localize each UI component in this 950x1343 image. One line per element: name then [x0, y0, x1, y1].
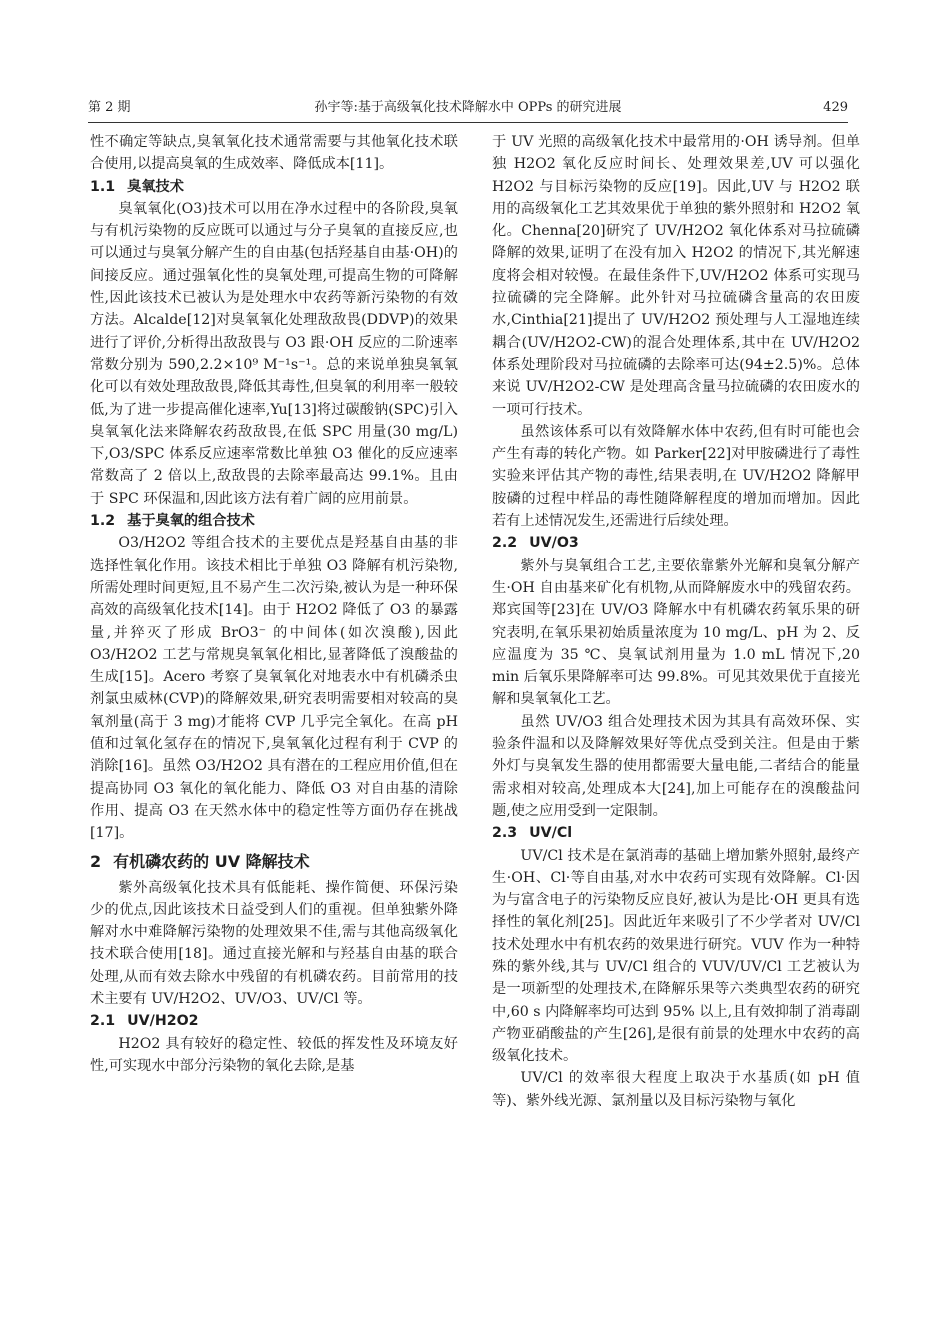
left-column — [90, 131, 458, 1077]
header-rule — [88, 122, 848, 123]
section-title: 臭氧技术 — [127, 178, 184, 195]
paragraph: 臭氧氧化(O3)技术可以用在净水过程中的各阶段,臭氧与有机污染物的反应既可以通过与分子臭氧的直接反应,也可以通过与臭氧分解产生的自由基(包括羟基自由基·OH)的间接反应。通过强氧化性的臭氧处理,可提高生物的可降解性,因此该技术已被认为是处理水中农药等新污染物的有效方法。Alcalde[12]对臭氧氧化处理敌敌畏(DDVP)的效果进行了评价,分析得出敌敌畏与 O3 跟·OH 反应的二阶速率常数分别为 590,2.2×10⁹ M⁻¹s⁻¹。总的来说单独臭氧氧化可以有效处理敌敌畏,降低其毒性,但臭氧的利用率一般较低,为了进一步提高催化速率,Yu[13]将过碳酸钠(SPC)引入臭氧氧化法来降解农药敌敌畏,在低 SPC 用量(30 mg/L)下,O3/SPC 体系反应速率常数比单独 O3 催化的反应速率常数高了 2 倍以上,敌敌畏的去除率最高达 99.1%。且由于 SPC 环保温和,因此该方法有着广阔的应用前景。 — [90, 200, 458, 507]
paragraph: 紫外与臭氧组合工艺,主要依靠紫外光解和臭氧分解产生·OH 自由基来矿化有机物,从而降解废水中的残留农药。郑宾国等[23]在 UV/O3 降解水中有机磷农药氧乐果的研究表明,在氧乐果初始质量浓度为 10 mg/L、pH 为 2、反应温度为 35 ℃、臭氧试剂用量为 1.0 mL 情况下,20 min 后氧乐果降解率可达 99.8%。可见其效果优于直接光解和臭氧氧化工艺。 — [492, 557, 860, 708]
section-heading-1-2 — [90, 510, 458, 532]
section-number: 1.1 — [90, 178, 116, 195]
section-heading-2-1 — [90, 1010, 458, 1032]
section-heading-2-3 — [492, 822, 860, 844]
paragraph: UV/Cl 技术是在氯消毒的基础上增加紫外照射,最终产生·OH、Cl·等自由基,对水中农药可实现有效降解。Cl·因为与富含电子的污染物反应良好,被认为是比·OH 更具有选择性的氧化剂[25]。因此近年来吸引了不少学者对 UV/Cl 技术处理水中有机农药的效果进行研究。VUV 作为一种特殊的紫外线,其与 UV/Cl 组合的 VUV/UV/Cl 工艺被认为是一项新型的处理技术,在降解乐果等六类典型农药的研究中,60 s 内降解率均可达到 95% 以上,且有效抑制了消毒副产物亚硝酸盐的产生[26],是很有前景的处理水中农药的高级氧化技术。 — [492, 847, 860, 1065]
right-column — [492, 131, 860, 1112]
running-title: 孙宇等:基于高级氧化技术降解水中 OPPs 的研究进展 — [314, 100, 622, 115]
paragraph: O3/H2O2 等组合技术的主要优点是羟基自由基的非选择性氧化作用。该技术相比于单独 O3 降解有机污染物,所需处理时间更短,且不易产生二次污染,被认为是一种环保高效的高级氧化技术[14]。由于 H2O2 降低了 O3 的暴露量,并猝灭了形成 BrO3⁻ 的中间体(如次溴酸),因此 O3/H2O2 工艺与常规臭氧氧化相比,显著降低了溴酸盐的生成[15]。Acero 考察了臭氧氧化对地表水中有机磷杀虫剂氯虫威林(CVP)的降解效果,研究表明需要相对较高的臭氧剂量(高于 3 mg)才能将 CVP 几乎完全氧化。在高 pH 值和过氧化氢存在的情况下,臭氧氧化过程有利于 CVP 的消除[16]。虽然 O3/H2O2 具有潜在的工程应用价值,但在提高协同 O3 氧化的氧化能力、降低 O3 对自由基的清除作用、提高 O3 在天然水体中的稳定性等方面仍存在挑战[17]。 — [90, 535, 458, 842]
section-title: UV/H2O2 — [127, 1013, 199, 1030]
section-number: 2.2 — [492, 535, 518, 552]
section-title: 基于臭氧的组合技术 — [127, 513, 255, 530]
paragraph: 紫外高级氧化技术具有低能耗、操作简便、环保污染少的优点,因此该技术日益受到人们的重视。但单独紫外降解对水中难降解污染物的处理效果不佳,需与其他高级氧化技术联合使用[18]。通过直接光解和与羟基自由基的联合处理,从而有效去除水中残留的有机磷农药。目前常用的技术主要有 UV/H2O2、UV/O3、UV/Cl 等。 — [90, 879, 458, 1007]
section-title: UV/Cl — [529, 825, 573, 842]
running-header — [88, 96, 848, 120]
paragraph: 于 UV 光照的高级氧化技术中最常用的·OH 诱导剂。但单独 H2O2 氧化反应时间长、处理效果差,UV 可以强化 H2O2 与目标污染物的反应[19]。因此,UV 与 H2O2 联用的高级氧化工艺其效果优于单独的紫外照射和 H2O2 氧化。Chenna[20]研究了 UV/H2O2 氧化体系对马拉硫磷降解的效果,证明了在没有加入 H2O2 的情况下,其光解速度将会相对较慢。在最佳条件下,UV/H2O2 体系可实现马拉硫磷的完全降解。此外针对马拉硫磷含量高的农田废水,Cinthia[21]提出了 UV/H2O2 预处理与人工湿地连续耦合(UV/H2O2-CW)的混合处理体系,其中在 UV/H2O2 体系处理阶段对马拉硫磷的去除率可达(94±2.5)%。总体来说 UV/H2O2-CW 是处理高含量马拉硫磷的农田废水的一项可行技术。 — [492, 134, 860, 418]
section-title: 有机磷农药的 UV 降解技术 — [113, 851, 310, 871]
page-number: 429 — [823, 100, 848, 115]
paragraph: H2O2 具有较好的稳定性、较低的挥发性及环境友好性,可实现水中部分污染物的氧化去除,是基 — [90, 1035, 458, 1074]
section-number: 2 — [90, 851, 102, 871]
section-heading-1-1 — [90, 176, 458, 198]
section-heading-2-2 — [492, 532, 860, 554]
paragraph: 虽然 UV/O3 组合处理技术因为其具有高效环保、实验条件温和以及降解效果好等优点受到关注。但是由于紫外灯与臭氧发生器的使用都需要大量电能,二者结合的能量需求相对较高,处理成本大[24],加上可能存在的溴酸盐问题,使之应用受到一定限制。 — [492, 713, 860, 819]
paragraph: 性不确定等缺点,臭氧氧化技术通常需要与其他氧化技术联合使用,以提高臭氧的生成效率、降低成本[11]。 — [90, 134, 458, 173]
paragraph: 虽然该体系可以有效降解水体中农药,但有时可能也会产生有毒的转化产物。如 Parker[22]对甲胺磷进行了毒性实验来评估其产物的毒性,结果表明,在 UV/H2O2 降解甲胺磷的过程中样品的毒性随降解程度的增加而增加。因此若有上述情况发生,还需进行后续处理。 — [492, 423, 860, 530]
section-number: 2.1 — [90, 1013, 116, 1030]
paragraph: UV/Cl 的效率很大程度上取决于水基质(如 pH 值等)、紫外线光源、氯剂量以及目标污染物与氧化 — [492, 1070, 860, 1109]
issue-number: 第 2 期 — [88, 100, 131, 115]
section-number: 2.3 — [492, 825, 518, 842]
section-heading-2 — [90, 849, 458, 875]
section-title: UV/O3 — [529, 535, 579, 552]
section-number: 1.2 — [90, 513, 116, 530]
